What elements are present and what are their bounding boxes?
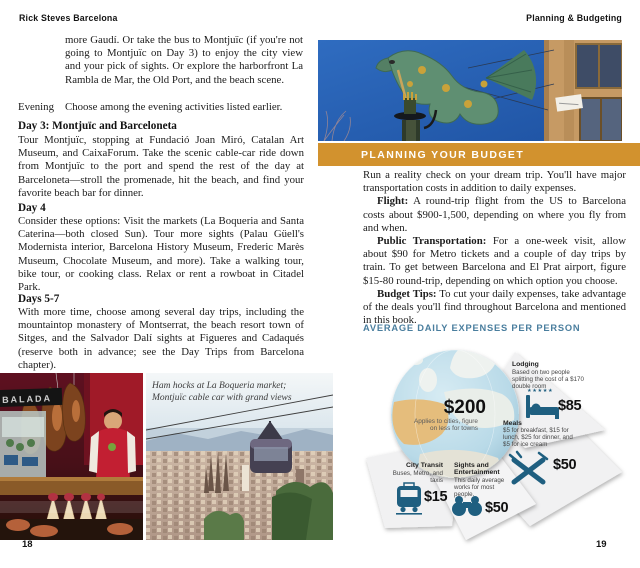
center-note: Applies to cities, figure on less for towns xyxy=(414,418,478,433)
section-body-day4: Consider these options: Visit the markets (La Boqueria and Santa Caterina—both closed Sun). Tour more sights (Palau Güell's Modernista interior, Barcelona History Museum, Frederic Marès Museum, Chocolate Museum, and more). Take a walking tour, bike tour, or cooking class. Relax or rent a rowboat in Citadel Park. xyxy=(18,215,304,294)
photo-caption xyxy=(152,381,302,404)
sights-name: Sights and Entertainment xyxy=(454,462,500,477)
center-amount: $200 xyxy=(443,397,486,418)
lodging-name: Lodging xyxy=(512,361,539,368)
city-transit-desc: Buses, Metro, and taxis xyxy=(392,470,443,484)
lodging-desc: Based on two people splitting the cost of a $170 double room xyxy=(512,369,584,390)
meals-desc: $5 for breakfast, $15 for lunch, $25 for dinner, and $5 for ice cream xyxy=(503,427,573,448)
expenses-infographic xyxy=(320,336,632,551)
infographic-title: AVERAGE DAILY EXPENSES PER PERSON xyxy=(363,323,581,333)
section-heading-day3: Day 3: Montjuïc and Barceloneta xyxy=(18,120,177,132)
ham-market-photo xyxy=(0,373,143,540)
intro-continuation-paragraph: more Gaudí. Or take the bus to Montjuïc (if you're not going to Montjuïc on Day 3) to enjoy the city view and your pick of sights. Or explore the harborfront La Rambla de Mar, the Old Port, and the beach scene. xyxy=(65,34,303,86)
market-sign-text: BALADA xyxy=(1,393,53,405)
hotel-stars: ★★★★★ xyxy=(527,388,554,394)
flight-lead: Flight: xyxy=(377,195,409,208)
budget-paragraph-flight xyxy=(363,195,626,235)
left-running-header: Rick Steves Barcelona xyxy=(19,13,118,23)
section-banner xyxy=(318,143,640,166)
budget-paragraph-tips xyxy=(363,288,626,328)
city-transit-amount: $15 xyxy=(424,489,448,505)
meals-name: Meals xyxy=(503,420,522,427)
dragon-lamp-photo xyxy=(318,40,622,141)
section-heading-day5-7: Days 5-7 xyxy=(18,293,60,305)
lodging-amount: $85 xyxy=(558,398,582,414)
tips-text: To cut your daily expenses, take advantage of the deals you'll find throughout Barcelona and mentioned in this book. xyxy=(363,287,626,327)
sights-desc: This daily average works for most people. xyxy=(454,477,505,498)
transport-lead: Public Transportation: xyxy=(377,235,487,248)
sights-amount: $50 xyxy=(485,500,509,516)
section-banner-title: PLANNING YOUR BUDGET xyxy=(361,148,525,161)
budget-paragraph-transport xyxy=(363,235,626,288)
photo-caption-line2: Montjuïc cable car with grand views xyxy=(152,392,292,403)
meals-amount: $50 xyxy=(553,457,577,473)
flight-text: A round-trip flight from the US to Barcelona costs about $900-1,500, depending on where you fly from and when. xyxy=(363,195,626,234)
right-page-number: 19 xyxy=(596,539,607,550)
photo-caption-line1: Ham hocks at La Boqueria market; xyxy=(152,381,287,391)
right-running-header: Planning & Budgeting xyxy=(526,13,622,23)
evening-text: Choose among the evening activities listed earlier. xyxy=(65,101,283,113)
evening-label: Evening xyxy=(18,101,54,113)
tips-lead: Budget Tips: xyxy=(377,287,437,300)
ham-market-photo-art xyxy=(0,373,143,540)
cable-car-photo xyxy=(146,373,333,540)
section-heading-day4: Day 4 xyxy=(18,202,46,214)
budget-text-block xyxy=(363,169,626,327)
left-page-number: 18 xyxy=(22,539,33,550)
section-body-day3: Tour Montjuïc, stopping at Fundació Joan Miró, Catalan Art Museum, and CaixaForum. Take the scenic cable-car ride down from Montjuïc to the port and spend the rest of the day at Barceloneta—stroll the promenade, hit the beach, and find your favorite beach bar for dinner. xyxy=(18,134,304,199)
dragon-lamp-photo-art xyxy=(318,40,622,141)
budget-intro: Run a reality check on your dream trip. You'll have major transportation costs in addition to daily expenses. xyxy=(363,169,626,195)
city-transit-name: City Transit xyxy=(405,462,443,469)
transport-text: For a one-week visit, allow about $90 for Metro tickets and a couple of day trips by train. To get between Barcelona and El Prat airport, figure $15-80 round-trip, depending on which option you choose. xyxy=(363,235,626,287)
section-body-day5-7: With more time, choose among several day trips, including the mountaintop monastery of Montserrat, the beach resort town of Sitges, and the Salvador Dalí sights at Figueres and Cadaqués (reserve both in advance; see the Day Trips from Barcelona chapter). xyxy=(18,306,304,371)
